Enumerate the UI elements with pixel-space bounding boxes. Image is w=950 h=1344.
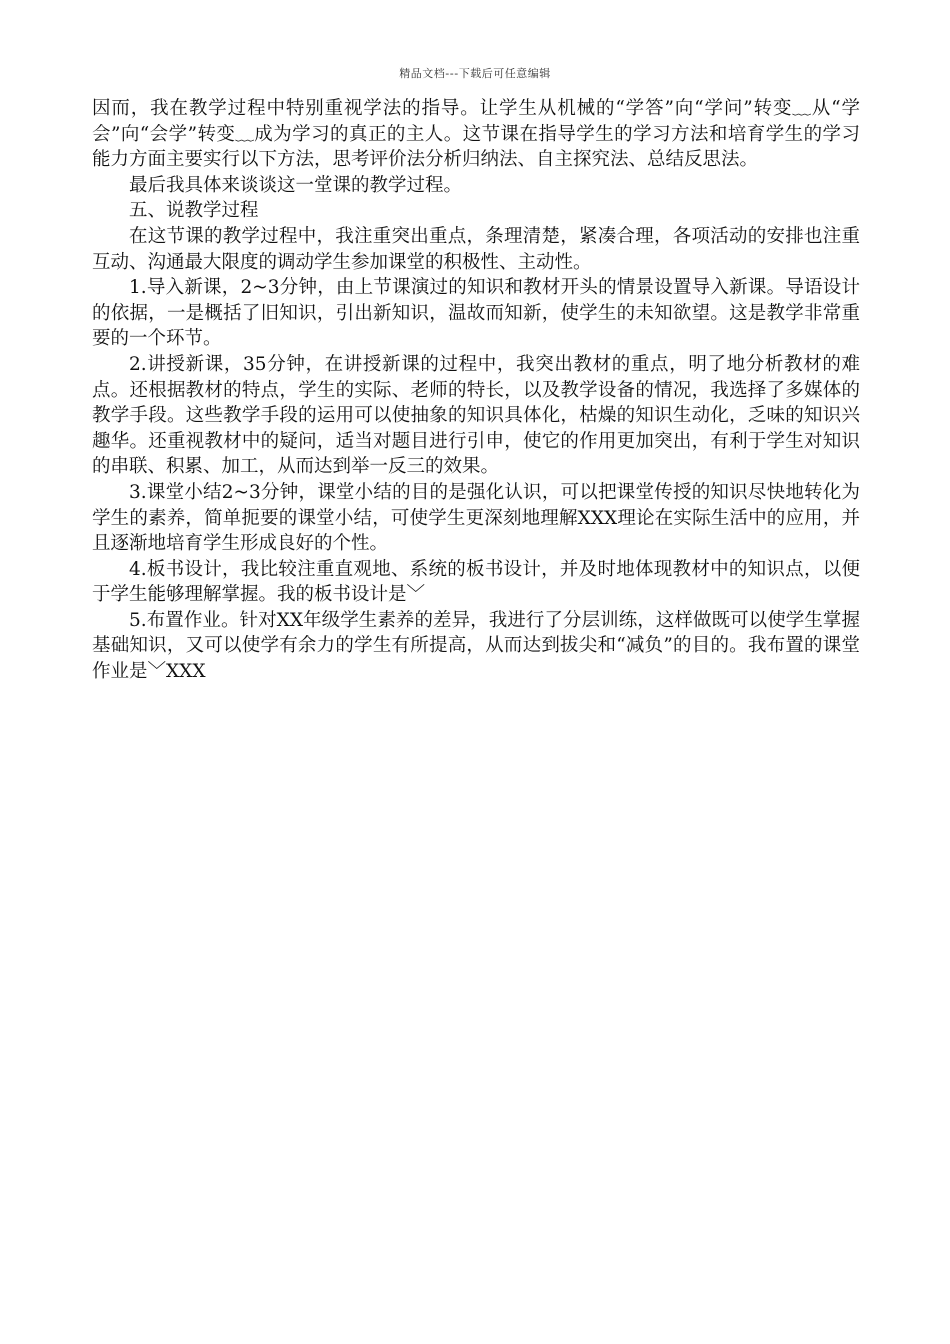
document-body [92,96,860,685]
section-heading-teaching-process: 五、说教学过程 [129,200,259,222]
page-header: 精品文档---下载后可任意编辑 [399,67,551,80]
paragraph-step-4-board-design: 4.板书设计，我比较注重直观地、系统的板书设计，并及时地体现教材中的知识点，以便于学生能够理解掌握。我的板书设计是﹀ [92,558,860,606]
paragraph-step-3-summary: 3.课堂小结2~3分钟，课堂小结的目的是强化认识，可以把课堂传授的知识尽快地转化为学生的素养，简单扼要的课堂小结，可使学生更深刻地理解XXX理论在实际生活中的应用，并且逐渐地培育学生形成良好的个性。 [92,481,860,555]
paragraph-intro-process: 最后我具体来谈谈这一堂课的教学过程。 [129,174,463,196]
paragraph-process-overview: 在这节课的教学过程中，我注重突出重点，条理清楚，紧凑合理，各项活动的安排也注重互动、沟通最大限度的调动学生参加课堂的积极性、主动性。 [92,225,860,273]
paragraph-step-2-new-lesson: 2.讲授新课，35分钟，在讲授新课的过程中，我突出教材的重点，明了地分析教材的难点。还根据教材的特点，学生的实际、老师的特长，以及教学设备的情况，我选择了多媒体的教学手段。这些教学手段的运用可以使抽象的知识具体化，枯燥的知识生动化，乏味的知识兴趣华。还重视教材中的疑问，适当对题目进行引申，使它的作用更加突出，有利于学生对知识的串联、积累、加工，从而达到举一反三的效果。 [92,353,860,478]
paragraph-step-5-homework: 5.布置作业。针对XX年级学生素养的差异，我进行了分层训练，这样做既可以使学生掌握基础知识，又可以使学有余力的学生有所提高，从而达到拔尖和“减负”的目的。我布置的课堂作业是﹀XXX [92,609,860,683]
paragraph-step-1-intro: 1.导入新课，2~3分钟，由上节课演过的知识和教材开头的情景设置导入新课。导语设计的依据，一是概括了旧知识，引出新知识，温故而知新，使学生的未知欲望。这是教学非常重要的一个环节。 [92,277,860,350]
paragraph-study-method: 因而，我在教学过程中特别重视学法的指导。让学生从机械的“学答”向“学问”转变﹏从“学会”向“会学”转变﹏成为学习的真正的主人。这节课在指导学生的学习方法和培育学生的学习能力方面主要实行以下方法，思考评价法分析归纳法、自主探究法、总结反思法。 [92,98,860,171]
